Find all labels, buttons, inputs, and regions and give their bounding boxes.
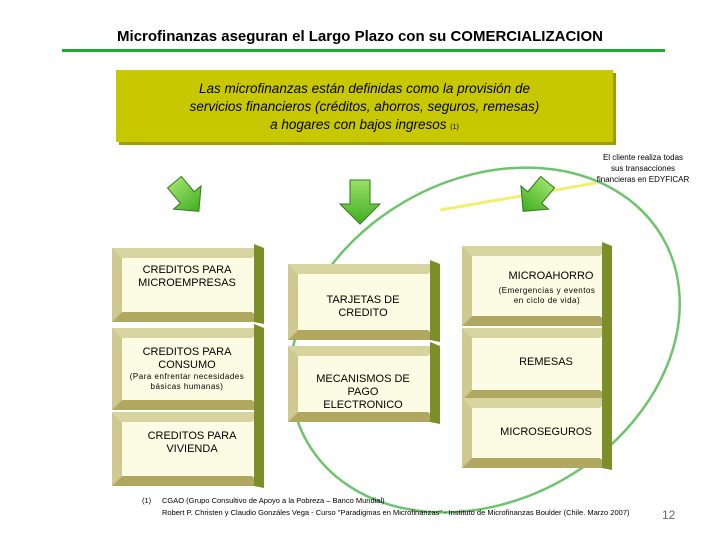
detail-line: en ciclo de vida) [513,296,581,305]
label-remesas [462,356,630,369]
label-line: CONSUMO [158,359,216,371]
label-microahorro [462,270,640,283]
label-line: CREDITOS PARA [142,264,232,276]
footnote-mark: (1) [142,496,152,505]
label-line: VIVIENDA [166,443,218,455]
definition-line-3: a hogares con bajos ingresos [270,117,447,132]
definition-footnote-ref: (1) [450,124,459,131]
label-line: TARJETAS DE [326,294,400,306]
detail-line: básicas humanas) [150,382,224,391]
label-mecanismos-pago [288,373,438,412]
arrow-down-icon [340,180,380,224]
connector-line [440,183,596,210]
label-line: MICROEMPRESAS [138,277,236,289]
label-line: CREDITOS PARA [147,430,237,442]
label-tarjetas-credito [288,294,438,320]
label-creditos-microempresas [112,264,262,290]
label-creditos-consumo [112,346,262,372]
slide-title: Microfinanzas aseguran el Largo Plazo con su COMERCIALIZACION [117,28,603,45]
label-line: MECANISMOS DE [316,373,410,385]
detail-line: (Para enfrentar necesidades [129,372,245,381]
box-microahorro [462,242,612,328]
client-note-line-3: financieras en EDYFICAR [596,175,690,184]
detail-line: (Emergencias y eventos [498,286,596,295]
footnote-line-1: CGAO (Grupo Consultivo de Apoyo a la Pobreza – Banco Mundial) [162,496,385,505]
label-line: ELECTRONICO [323,399,403,411]
arrow-down-icon [161,171,213,223]
label-line: CREDITO [338,307,388,319]
label-line: CREDITOS PARA [142,346,232,358]
label-line: PAGO [347,386,379,398]
page-number: 12 [662,508,676,522]
label-line: MICROAHORRO [508,270,594,282]
detail-microahorro [462,286,632,306]
label-line: MICROSEGUROS [500,426,592,438]
client-note-line-1: El cliente realiza todas [602,153,684,162]
label-line: REMESAS [519,356,573,368]
label-microseguros [462,426,630,439]
client-note [588,152,698,185]
definition-line-2: servicios financieros (créditos, ahorros, seguros, remesas) [189,99,540,114]
footnote-line-2: Robert P. Christen y Claudio Gonzáles Vega - Curso "Paradigmas en Microfinanzas" - Instituto de Microfinanzas Boulder (Chile. Marzo 2007) [162,508,630,517]
label-creditos-vivienda [112,430,272,456]
detail-creditos-consumo [112,372,262,392]
client-note-line-2: sus transacciones [610,164,676,173]
definition-line-1: Las microfinanzas están definidas como la provisión de [199,81,530,96]
